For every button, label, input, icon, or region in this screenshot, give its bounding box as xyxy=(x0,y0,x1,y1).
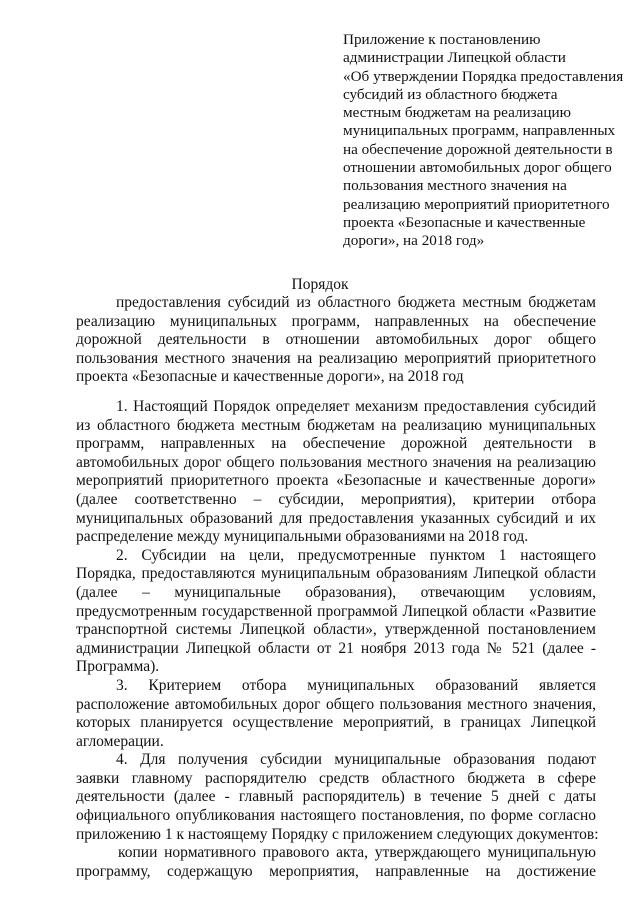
subtitle-line: реализацию муниципальных программ, направленных на обеспечение xyxy=(76,312,596,330)
appendix-line: проекта «Безопасные и качественные xyxy=(343,213,586,231)
paragraph-1-line: автомобильных дорог общего пользования местного значения на реализацию xyxy=(76,453,596,471)
paragraph-2-line: администрации Липецкой области от 21 ноября 2013 года № 521 (далее - xyxy=(76,639,596,657)
appendix-line: реализацию мероприятий приоритетного xyxy=(343,195,610,213)
paragraph-4-line: официального опубликования настоящего постановления, по форме согласно xyxy=(76,807,596,825)
appendix-line: дороги», на 2018 год» xyxy=(343,232,485,250)
appendix-line: на обеспечение дорожной деятельности в xyxy=(343,140,613,158)
paragraph-1-line: (далее соответственно – субсидии, мероприятия), критерии отбора xyxy=(76,490,596,508)
paragraph-4-line: приложению 1 к настоящему Порядку с приложением следующих документов: xyxy=(76,825,599,843)
paragraph-2-line: транспортной системы Липецкой области», утвержденной постановлением xyxy=(76,621,596,639)
appendix-line: Приложение к постановлению xyxy=(343,31,541,48)
subtitle-line: предоставления субсидий из областного бюджета местным бюджетам xyxy=(116,294,596,311)
paragraph-4-line: деятельности (далее - главный распорядитель) в течение 5 дней с даты xyxy=(76,788,596,806)
subtitle-line: дорожной деятельности в отношении автомобильных дорог общего xyxy=(76,331,596,349)
paragraph-1-line: из областного бюджета местным бюджетам на реализацию муниципальных xyxy=(76,416,596,434)
paragraph-1-line: программ, направленных на обеспечение дорожной деятельности в xyxy=(76,435,596,453)
document-subtitle xyxy=(76,294,596,387)
appendix-line: отношении автомобильных дорог общего xyxy=(343,159,612,177)
paragraph-1-line: мероприятий приоритетного проекта «Безопасные и качественные дороги» xyxy=(76,472,596,490)
appendix-line: пользования местного значения на xyxy=(343,177,567,195)
paragraph-2-line: предусмотренным государственной программой Липецкой области «Развитие xyxy=(76,602,596,620)
document-title: Порядок xyxy=(291,276,349,293)
paragraph-4-line: 4. Для получения субсидии муниципальные образования подают xyxy=(116,751,596,769)
subtitle-line: проекта «Безопасные и качественные дороги», на 2018 год xyxy=(76,368,464,386)
appendix-line: администрации Липецкой области xyxy=(343,49,566,67)
paragraph-3-line: расположение автомобильных дорог общего пользования местного значения, xyxy=(76,695,596,713)
paragraph-3-line: агломерации. xyxy=(76,732,164,750)
appendix-line: «Об утверждении Порядка предоставления xyxy=(343,67,624,85)
paragraph-5-line: копии нормативного правового акта, утверждающего муниципальную xyxy=(118,844,596,862)
paragraph-4-line: заявки главному распорядителю средств областного бюджета в сфере xyxy=(76,769,596,787)
appendix-line: муниципальных программ, направленных xyxy=(343,122,616,140)
paragraph-1-line: распределение между муниципальными образованиями на 2018 год. xyxy=(76,528,529,546)
appendix-header xyxy=(343,31,623,251)
paragraph-2-line: Порядка, предоставляются муниципальным образованиям Липецкой области xyxy=(76,565,596,583)
paragraph-2-line: Программа). xyxy=(76,658,160,676)
appendix-line: местным бюджетам на реализацию xyxy=(343,104,571,122)
appendix-line: субсидий из областного бюджета xyxy=(343,85,558,103)
paragraph-5-line: программу, содержащую мероприятия, направленные на достижение xyxy=(76,862,596,880)
paragraph-2-line: (далее – муниципальные образования), отвечающим условиям, xyxy=(76,583,596,601)
paragraph-1-line: муниципальных образований для предоставления указанных субсидий и их xyxy=(76,509,596,527)
subtitle-line: пользования местного значения на реализацию мероприятий приоритетного xyxy=(76,349,596,367)
paragraph-1-line: 1. Настоящий Порядок определяет механизм предоставления субсидий xyxy=(116,398,596,415)
paragraph-3-line: 3. Критерием отбора муниципальных образований является xyxy=(116,676,596,694)
paragraph-3-line: которых планируется осуществление мероприятий, в границах Липецкой xyxy=(76,714,596,732)
document-body xyxy=(76,398,599,881)
paragraph-2-line: 2. Субсидии на цели, предусмотренные пунктом 1 настоящего xyxy=(116,546,596,564)
